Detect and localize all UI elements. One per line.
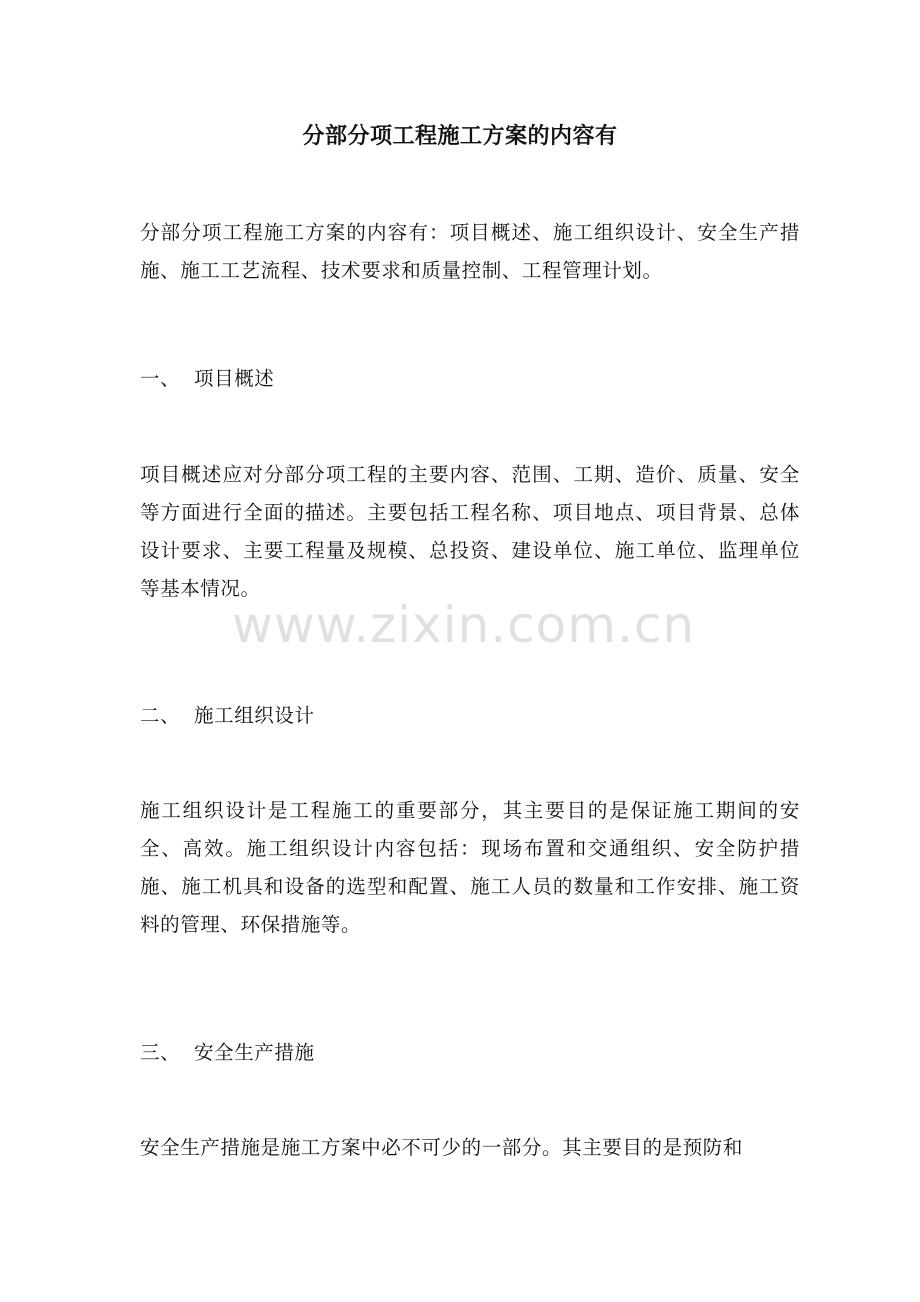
intro-paragraph: 分部分项工程施工方案的内容有：项目概述、施工组织设计、安全生产措施、施工工艺流程、技术要求和质量控制、工程管理计划。 [140, 221, 800, 282]
section-heading-1 [140, 360, 274, 398]
section-body-1: 项目概述应对分部分项工程的主要内容、范围、工期、造价、质量、安全等方面进行全面的描述。主要包括工程名称、项目地点、项目背景、总体设计要求、主要工程量及规模、总投资、建设单位、施工单位、监理单位等基本情况。 [140, 463, 800, 600]
section-number-1: 一、 [140, 367, 181, 390]
document-title: 分部分项工程施工方案的内容有 [302, 123, 618, 149]
section-title-2: 施工组织设计 [194, 704, 315, 727]
section-number-3: 三、 [140, 1041, 181, 1064]
section-heading-3 [140, 1034, 315, 1072]
section-body-2: 施工组织设计是工程施工的重要部分，其主要目的是保证施工期间的安全、高效。施工组织设计内容包括：现场布置和交通组织、安全防护措施、施工机具和设备的选型和配置、施工人员的数量和工作安排、施工资料的管理、环保措施等。 [140, 799, 800, 936]
section-title-3: 安全生产措施 [194, 1041, 315, 1064]
section-heading-2 [140, 697, 315, 735]
section-title-1: 项目概述 [194, 367, 275, 390]
section-body-3: 安全生产措施是施工方案中必不可少的一部分。其主要目的是预防和 [140, 1136, 744, 1159]
watermark: www.zixin.com.cn [232, 596, 696, 654]
section-number-2: 二、 [140, 704, 181, 727]
